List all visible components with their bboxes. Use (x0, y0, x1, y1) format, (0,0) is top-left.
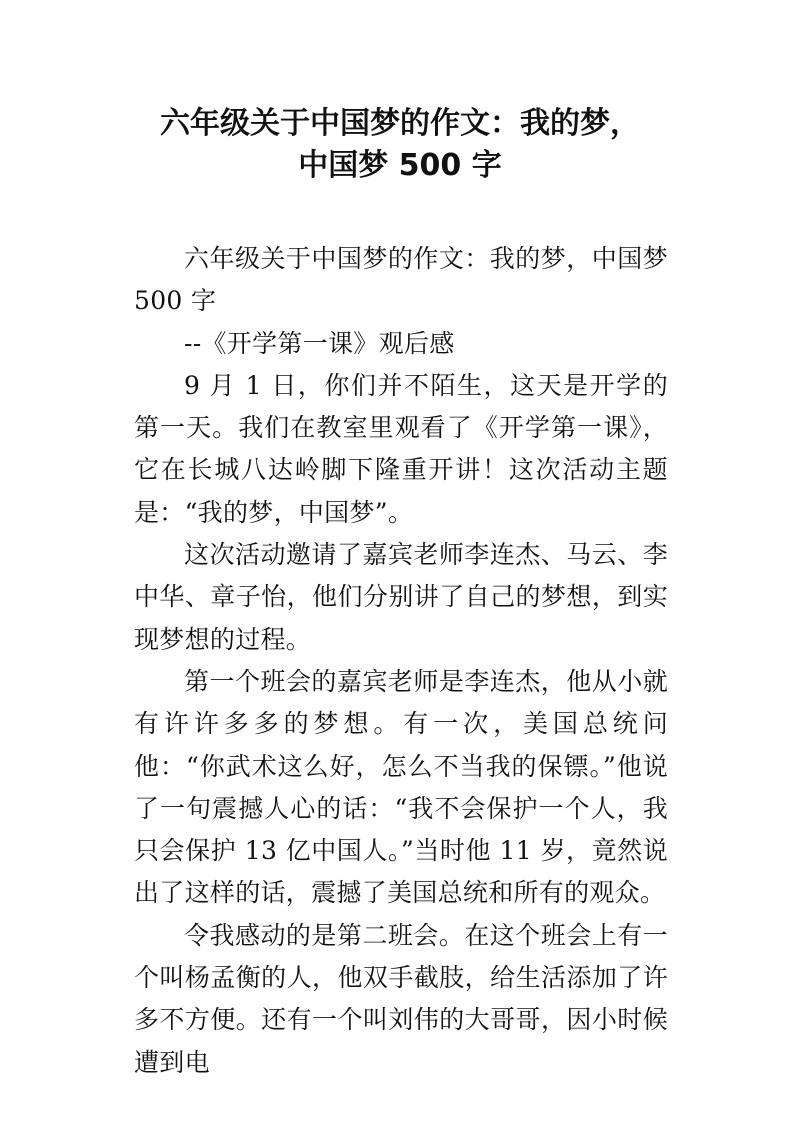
paragraph: 9 月 1 日，你们并不陌生，这天是开学的第一天。我们在教室里观看了《开学第一课》，它在长城八达岭脚下隆重开讲！这次活动主题是：“我的梦，中国梦”。 (134, 370, 668, 527)
paragraph-heading: 六年级关于中国梦的作文：我的梦，中国梦 500 字 (134, 244, 668, 316)
paragraph: 第一个班会的嘉宾老师是李连杰，他从小就有许许多多的梦想。有一次，美国总统问他：“你武术这么好，怎么不当我的保镖。”他说了一句震撼人心的话：“我不会保护一个人，我只会保护 13 亿中国人。”当时他 11 岁，竟然说出了这样的话，震撼了美国总统和所有的观众。 (134, 666, 668, 908)
document-title-line-2: 中国梦 500 字 (298, 148, 502, 183)
paragraph: 令我感动的是第二班会。在这个班会上有一个叫杨孟衡的人，他双手截肢，给生活添加了许多不方便。还有一个叫刘伟的大哥哥，因小时候遭到电 (134, 920, 668, 1077)
document-title-line-1: 六年级关于中国梦的作文：我的梦， (160, 106, 640, 141)
document-body (134, 238, 668, 1084)
paragraph: 这次活动邀请了嘉宾老师李连杰、马云、李中华、章子怡，他们分别讲了自己的梦想，到实现梦想的过程。 (134, 540, 668, 654)
paragraph-subtitle: --《开学第一课》观后感 (184, 328, 455, 358)
